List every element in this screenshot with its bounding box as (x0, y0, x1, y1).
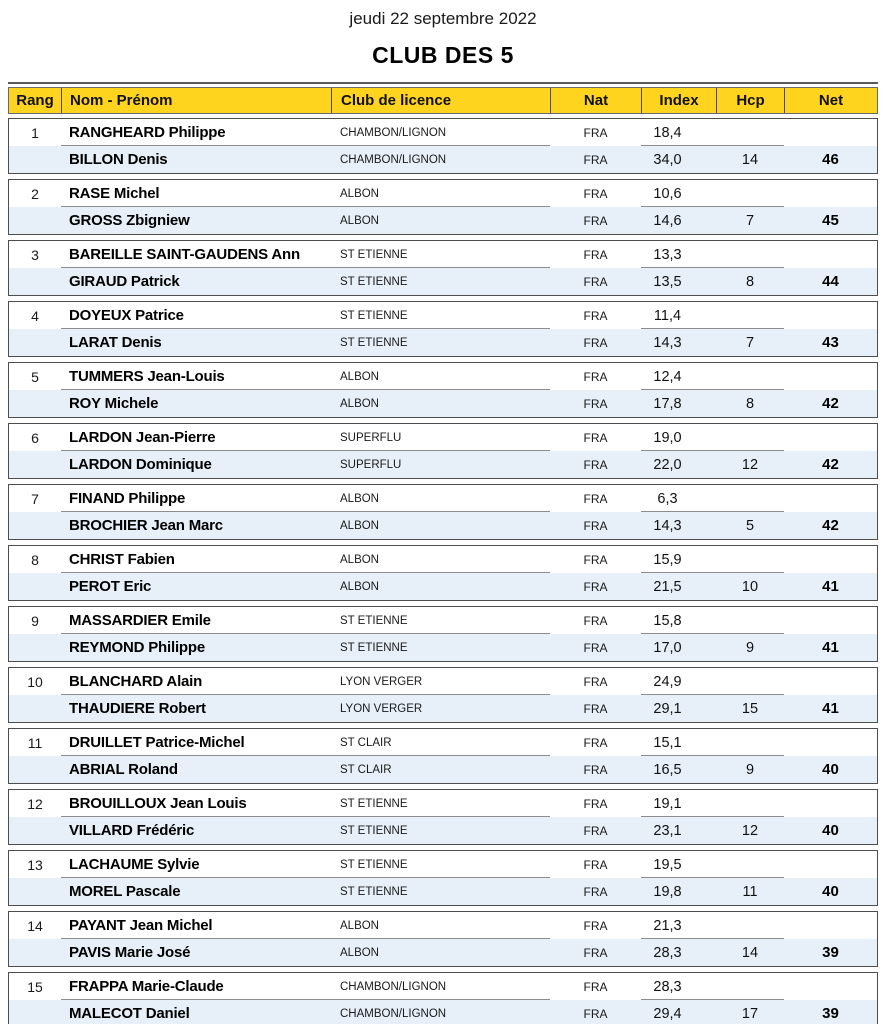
player-name-cell: LARDON Dominique (69, 456, 212, 473)
player-index-cell: 34,0 (653, 151, 682, 168)
player-name-cell: PAYANT Jean Michel (69, 917, 213, 934)
rank-cell: 9 (31, 612, 39, 629)
player-index-cell: 14,6 (653, 212, 682, 229)
team-row-group (8, 606, 878, 662)
player-hcp-cell: 7 (745, 212, 755, 229)
player-nat-cell: FRA (583, 735, 608, 750)
player-row (9, 634, 877, 661)
player-row (9, 329, 877, 356)
player-index-cell: 17,0 (653, 639, 682, 656)
rank-cell: 2 (31, 185, 39, 202)
player-name-cell: PAVIS Marie José (69, 944, 191, 961)
player-hcp-cell: 7 (745, 334, 755, 351)
player-nat-cell: FRA (583, 518, 608, 533)
player-nat-cell: FRA (583, 247, 608, 262)
player-club-cell: ST CLAIR (340, 763, 392, 776)
player-hcp-cell: 14 (741, 151, 759, 168)
player-index-cell: 13,3 (653, 246, 682, 263)
player-nat-cell: FRA (583, 369, 608, 384)
player-row (9, 729, 877, 756)
rank-cell: 4 (31, 307, 39, 324)
player-name-cell: TUMMERS Jean-Louis (69, 368, 225, 385)
player-name-cell: LACHAUME Sylvie (69, 856, 200, 873)
player-hcp-cell: 8 (745, 273, 755, 290)
player-row (9, 1000, 877, 1024)
player-nat-cell: FRA (583, 823, 608, 838)
player-nat-cell: FRA (583, 884, 608, 899)
column-header-index: Index (641, 88, 716, 113)
player-row (9, 485, 877, 512)
team-row-group (8, 789, 878, 845)
rank-cell: 12 (27, 795, 43, 812)
player-nat-cell: FRA (583, 701, 608, 716)
player-index-cell: 12,4 (653, 368, 682, 385)
player-index-cell: 21,5 (653, 578, 682, 595)
player-row (9, 912, 877, 939)
player-index-cell: 15,8 (653, 612, 682, 629)
player-club-cell: ST ETIENNE (340, 336, 408, 349)
player-nat-cell: FRA (583, 579, 608, 594)
rank-cell: 6 (31, 429, 39, 446)
player-nat-cell: FRA (583, 335, 608, 350)
player-index-cell: 13,5 (653, 273, 682, 290)
rank-cell: 13 (27, 856, 43, 873)
player-index-cell: 11,4 (653, 307, 682, 324)
player-index-cell: 14,3 (653, 517, 682, 534)
player-nat-cell: FRA (583, 274, 608, 289)
competition-date: jeudi 22 septembre 2022 (349, 9, 537, 28)
player-index-cell: 24,9 (653, 673, 682, 690)
team-net-cell: 40 (822, 761, 839, 778)
column-header-rang: Rang (16, 92, 54, 109)
team-net-cell: 42 (822, 395, 839, 412)
player-name-cell: FRAPPA Marie-Claude (69, 978, 224, 995)
player-nat-cell: FRA (583, 396, 608, 411)
player-index-cell: 19,0 (653, 429, 682, 446)
team-row-group (8, 179, 878, 235)
player-row (9, 119, 877, 146)
player-row (9, 790, 877, 817)
player-row (9, 180, 877, 207)
player-index-cell: 21,3 (653, 917, 682, 934)
player-name-cell: PEROT Eric (69, 578, 152, 595)
player-index-cell: 29,4 (653, 1005, 682, 1022)
team-net-cell: 41 (822, 639, 839, 656)
player-club-cell: ST ETIENNE (340, 248, 408, 261)
player-nat-cell: FRA (583, 945, 608, 960)
player-nat-cell: FRA (583, 613, 608, 628)
player-index-cell: 19,1 (653, 795, 682, 812)
team-net-cell: 44 (822, 273, 839, 290)
player-club-cell: ALBON (340, 519, 379, 532)
player-row (9, 241, 877, 268)
player-index-cell: 28,3 (653, 944, 682, 961)
player-name-cell: RASE Michel (69, 185, 160, 202)
player-name-cell: GIRAUD Patrick (69, 273, 180, 290)
player-row (9, 302, 877, 329)
team-net-cell: 40 (822, 822, 839, 839)
player-club-cell: ST ETIENNE (340, 614, 408, 627)
player-row (9, 607, 877, 634)
player-hcp-cell: 12 (741, 822, 759, 839)
player-hcp-cell: 10 (741, 578, 759, 595)
top-rule (8, 82, 878, 84)
player-name-cell: BROUILLOUX Jean Louis (69, 795, 247, 812)
team-row-group (8, 423, 878, 479)
competition-title: CLUB DES 5 (372, 42, 514, 68)
player-name-cell: FINAND Philippe (69, 490, 186, 507)
player-row (9, 390, 877, 417)
player-index-cell: 15,9 (653, 551, 682, 568)
team-row-group (8, 240, 878, 296)
player-name-cell: DRUILLET Patrice-Michel (69, 734, 245, 751)
player-name-cell: MALECOT Daniel (69, 1005, 190, 1022)
player-nat-cell: FRA (583, 125, 608, 140)
player-nat-cell: FRA (583, 762, 608, 777)
player-club-cell: CHAMBON/LIGNON (340, 153, 447, 166)
player-index-cell: 10,6 (653, 185, 682, 202)
team-net-cell: 42 (822, 456, 839, 473)
team-net-cell: 42 (822, 517, 839, 534)
player-row (9, 207, 877, 234)
player-club-cell: ST ETIENNE (340, 309, 408, 322)
player-row (9, 268, 877, 295)
player-hcp-cell: 15 (741, 700, 759, 717)
results-table-body (8, 118, 878, 1024)
team-net-cell: 41 (822, 700, 839, 717)
player-index-cell: 17,8 (653, 395, 682, 412)
player-name-cell: ABRIAL Roland (69, 761, 178, 778)
team-row-group (8, 484, 878, 540)
player-name-cell: ROY Michele (69, 395, 159, 412)
player-club-cell: ST ETIENNE (340, 885, 408, 898)
team-net-cell: 39 (822, 944, 839, 961)
team-net-cell: 40 (822, 883, 839, 900)
player-index-cell: 19,5 (653, 856, 682, 873)
player-index-cell: 6,3 (657, 490, 678, 507)
player-row (9, 424, 877, 451)
column-header-nom: Nom - Prénom (61, 88, 331, 113)
player-name-cell: RANGHEARD Philippe (69, 124, 226, 141)
player-club-cell: SUPERFLU (340, 458, 402, 471)
player-row (9, 878, 877, 905)
player-club-cell: ALBON (340, 397, 379, 410)
column-header-net: Net (784, 88, 877, 113)
team-row-group (8, 301, 878, 357)
player-row (9, 146, 877, 173)
player-nat-cell: FRA (583, 152, 608, 167)
player-row (9, 451, 877, 478)
player-club-cell: ALBON (340, 553, 379, 566)
player-club-cell: LYON VERGER (340, 702, 423, 715)
player-club-cell: SUPERFLU (340, 431, 402, 444)
player-row (9, 512, 877, 539)
team-net-cell: 39 (822, 1005, 839, 1022)
team-net-cell: 41 (822, 578, 839, 595)
player-club-cell: ST CLAIR (340, 736, 392, 749)
player-club-cell: LYON VERGER (340, 675, 423, 688)
player-row (9, 973, 877, 1000)
player-nat-cell: FRA (583, 979, 608, 994)
team-net-cell: 45 (822, 212, 839, 229)
player-nat-cell: FRA (583, 796, 608, 811)
player-name-cell: LARDON Jean-Pierre (69, 429, 216, 446)
team-net-cell: 43 (822, 334, 839, 351)
player-name-cell: THAUDIERE Robert (69, 700, 206, 717)
player-club-cell: CHAMBON/LIGNON (340, 1007, 447, 1020)
player-index-cell: 28,3 (653, 978, 682, 995)
team-net-cell: 46 (822, 151, 839, 168)
player-name-cell: MOREL Pascale (69, 883, 181, 900)
team-row-group (8, 911, 878, 967)
column-header-club: Club de licence (331, 88, 550, 113)
player-club-cell: ALBON (340, 214, 379, 227)
rank-cell: 1 (31, 124, 39, 141)
table-header-row (8, 87, 878, 114)
player-club-cell: CHAMBON/LIGNON (340, 126, 447, 139)
player-club-cell: CHAMBON/LIGNON (340, 980, 447, 993)
player-name-cell: BILLON Denis (69, 151, 168, 168)
rank-cell: 10 (27, 673, 43, 690)
team-row-group (8, 728, 878, 784)
player-hcp-cell: 17 (741, 1005, 759, 1022)
player-row (9, 851, 877, 878)
player-nat-cell: FRA (583, 640, 608, 655)
rank-cell: 7 (31, 490, 39, 507)
player-nat-cell: FRA (583, 1006, 608, 1021)
team-row-group (8, 972, 878, 1024)
player-name-cell: BLANCHARD Alain (69, 673, 203, 690)
player-nat-cell: FRA (583, 552, 608, 567)
player-hcp-cell: 9 (745, 639, 755, 656)
rank-cell: 5 (31, 368, 39, 385)
player-index-cell: 29,1 (653, 700, 682, 717)
results-table (8, 82, 878, 1024)
player-hcp-cell: 9 (745, 761, 755, 778)
player-row (9, 363, 877, 390)
player-name-cell: REYMOND Philippe (69, 639, 205, 656)
player-club-cell: ST ETIENNE (340, 641, 408, 654)
rank-cell: 14 (27, 917, 43, 934)
player-name-cell: MASSARDIER Emile (69, 612, 211, 629)
rank-cell: 3 (31, 246, 39, 263)
player-nat-cell: FRA (583, 186, 608, 201)
player-nat-cell: FRA (583, 674, 608, 689)
player-nat-cell: FRA (583, 918, 608, 933)
rank-cell: 11 (27, 734, 43, 751)
player-club-cell: ST ETIENNE (340, 275, 408, 288)
player-index-cell: 16,5 (653, 761, 682, 778)
player-nat-cell: FRA (583, 430, 608, 445)
player-row (9, 817, 877, 844)
rank-cell: 15 (27, 978, 43, 995)
player-index-cell: 19,8 (653, 883, 682, 900)
player-row (9, 939, 877, 966)
player-name-cell: BAREILLE SAINT-GAUDENS Ann (69, 246, 300, 263)
player-index-cell: 18,4 (653, 124, 682, 141)
player-name-cell: CHRIST Fabien (69, 551, 175, 568)
player-club-cell: ST ETIENNE (340, 797, 408, 810)
player-club-cell: ALBON (340, 370, 379, 383)
player-name-cell: VILLARD Frédéric (69, 822, 195, 839)
player-club-cell: ST ETIENNE (340, 858, 408, 871)
player-club-cell: ALBON (340, 187, 379, 200)
team-row-group (8, 545, 878, 601)
column-header-hcp: Hcp (716, 88, 784, 113)
player-hcp-cell: 14 (741, 944, 759, 961)
column-header-nat: Nat (550, 88, 641, 113)
player-row (9, 756, 877, 783)
player-hcp-cell: 11 (742, 883, 758, 900)
player-nat-cell: FRA (583, 457, 608, 472)
player-hcp-cell: 5 (745, 517, 755, 534)
player-row (9, 668, 877, 695)
player-club-cell: ST ETIENNE (340, 824, 408, 837)
player-index-cell: 15,1 (653, 734, 682, 751)
player-row (9, 695, 877, 722)
rank-cell: 8 (31, 551, 39, 568)
player-name-cell: GROSS Zbigniew (69, 212, 190, 229)
player-nat-cell: FRA (583, 857, 608, 872)
player-nat-cell: FRA (583, 491, 608, 506)
player-nat-cell: FRA (583, 308, 608, 323)
player-row (9, 573, 877, 600)
player-name-cell: LARAT Denis (69, 334, 162, 351)
player-index-cell: 22,0 (653, 456, 682, 473)
player-index-cell: 23,1 (653, 822, 682, 839)
player-hcp-cell: 8 (745, 395, 755, 412)
player-club-cell: ALBON (340, 580, 379, 593)
team-row-group (8, 667, 878, 723)
player-nat-cell: FRA (583, 213, 608, 228)
team-row-group (8, 118, 878, 174)
player-hcp-cell: 12 (741, 456, 759, 473)
player-name-cell: DOYEUX Patrice (69, 307, 184, 324)
player-index-cell: 14,3 (653, 334, 682, 351)
player-name-cell: BROCHIER Jean Marc (69, 517, 223, 534)
player-club-cell: ALBON (340, 492, 379, 505)
player-club-cell: ALBON (340, 919, 379, 932)
team-row-group (8, 850, 878, 906)
player-row (9, 546, 877, 573)
team-row-group (8, 362, 878, 418)
player-club-cell: ALBON (340, 946, 379, 959)
